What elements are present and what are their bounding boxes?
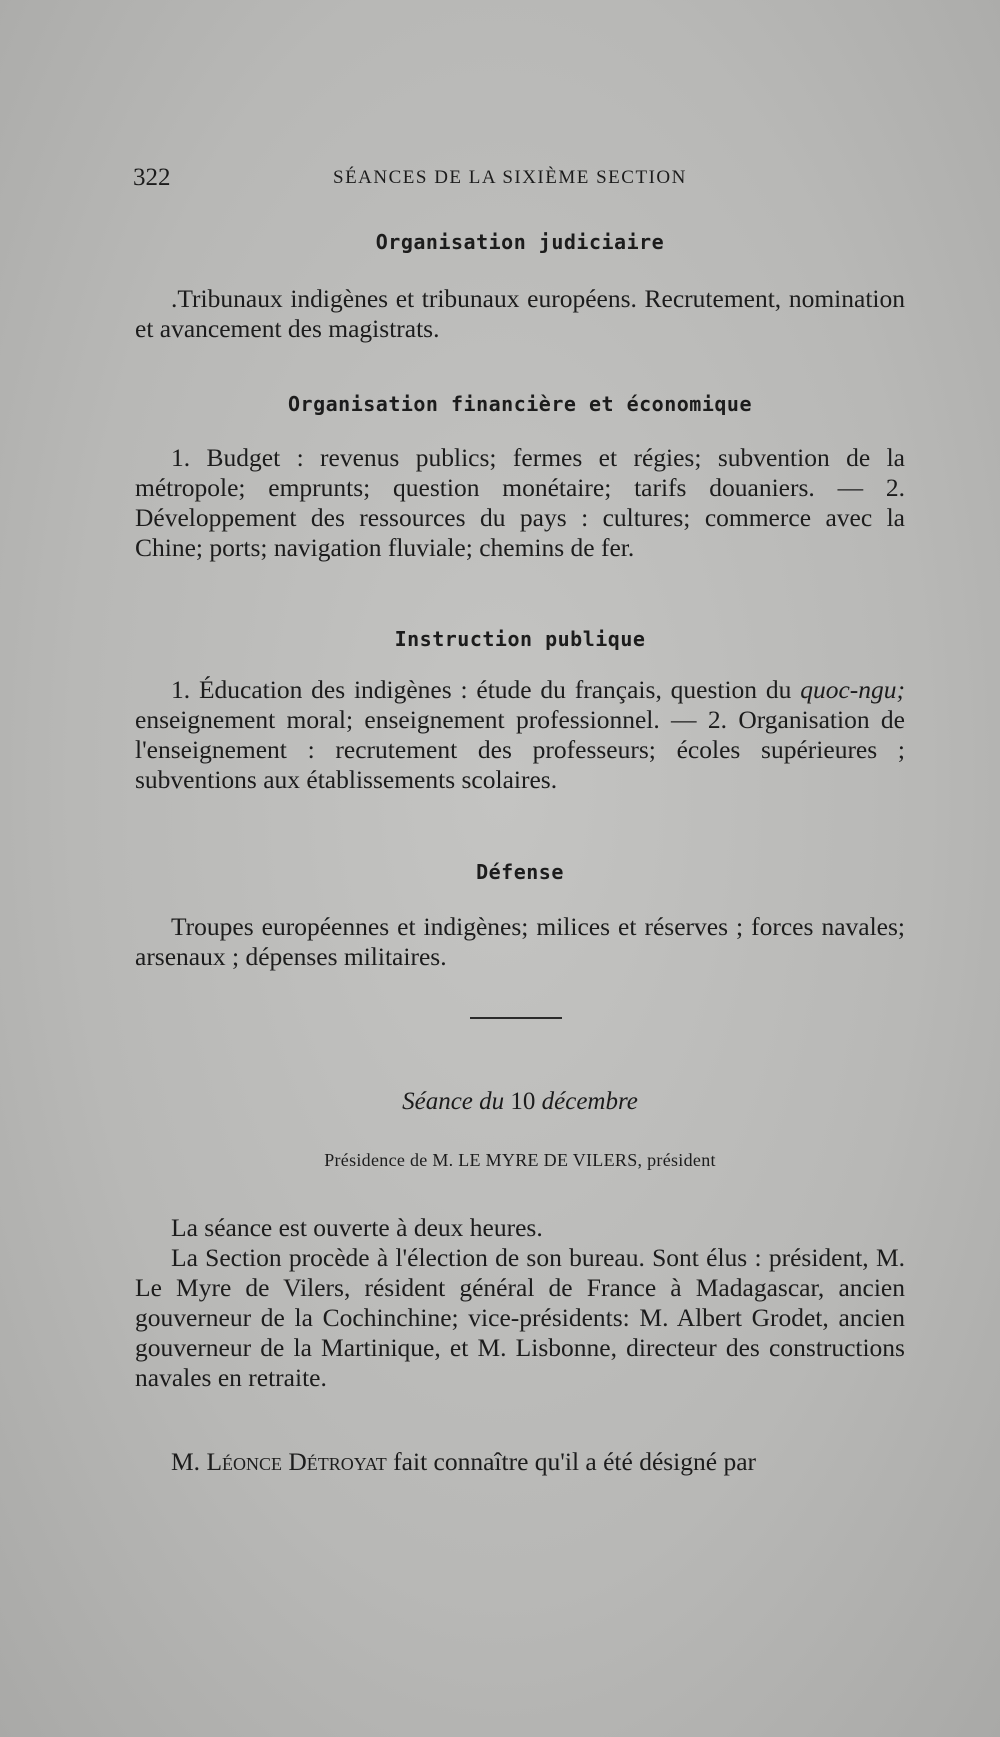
speaker-name: Léonce Détroyat xyxy=(206,1447,387,1476)
section-text-judiciaire: .Tribunaux indigènes et tribunaux européens. Recrutement, nomination et avancement des magistrats. xyxy=(135,284,905,343)
running-header xyxy=(133,164,923,194)
section-heading-judiciaire: Organisation judiciaire xyxy=(375,230,665,254)
page-number: 322 xyxy=(133,164,171,191)
section-text-instruction: 1. Éducation des indigènes : étude du français, question du quoc-ngu; enseignement moral; enseignement professionnel. — 2. Organisation de l'enseignement : recrutement des professeurs; écoles supérieures ; subventions aux établissements scolaires. xyxy=(135,675,905,794)
session-title: Séance du 10 décembre xyxy=(402,1088,638,1115)
section-text-defense: Troupes européennes et indigènes; milices et réserves ; forces navales; arsenaux ; dépenses militaires. xyxy=(135,912,905,971)
session-paragraph-bureau: La Section procède à l'élection de son bureau. Sont élus : président, M. Le Myre de Vilers, résident général de France à Madagascar, ancien gouverneur de la Cochinchine; vice-présidents: M. Albert Grodet, ancien gouverneur de la Martinique, et M. Lisbonne, directeur des constructions navales en retraite. xyxy=(135,1243,905,1392)
session-presidency: Présidence de M. LE MYRE DE VILERS, président xyxy=(324,1150,716,1170)
running-title: SÉANCES DE LA SIXIÈME SECTION xyxy=(333,167,687,188)
italic-term: quoc-ngu; xyxy=(800,675,905,704)
session-paragraph-opening: La séance est ouverte à deux heures. xyxy=(171,1213,543,1242)
section-divider xyxy=(470,1017,562,1019)
section-heading-instruction: Instruction publique xyxy=(394,627,646,651)
session-paragraph-detroyat: M. Léonce Détroyat fait connaître qu'il a été désigné par xyxy=(171,1447,757,1476)
section-text-financiere: 1. Budget : revenus publics; fermes et régies; subvention de la métropole; emprunts; question monétaire; tarifs douaniers. — 2. Développement des ressources du pays : cultures; commerce avec la Chine; ports; navigation fluviale; chemins de fer. xyxy=(135,443,905,562)
section-heading-defense: Défense xyxy=(476,860,564,884)
section-heading-financiere: Organisation financière et économique xyxy=(287,392,753,416)
